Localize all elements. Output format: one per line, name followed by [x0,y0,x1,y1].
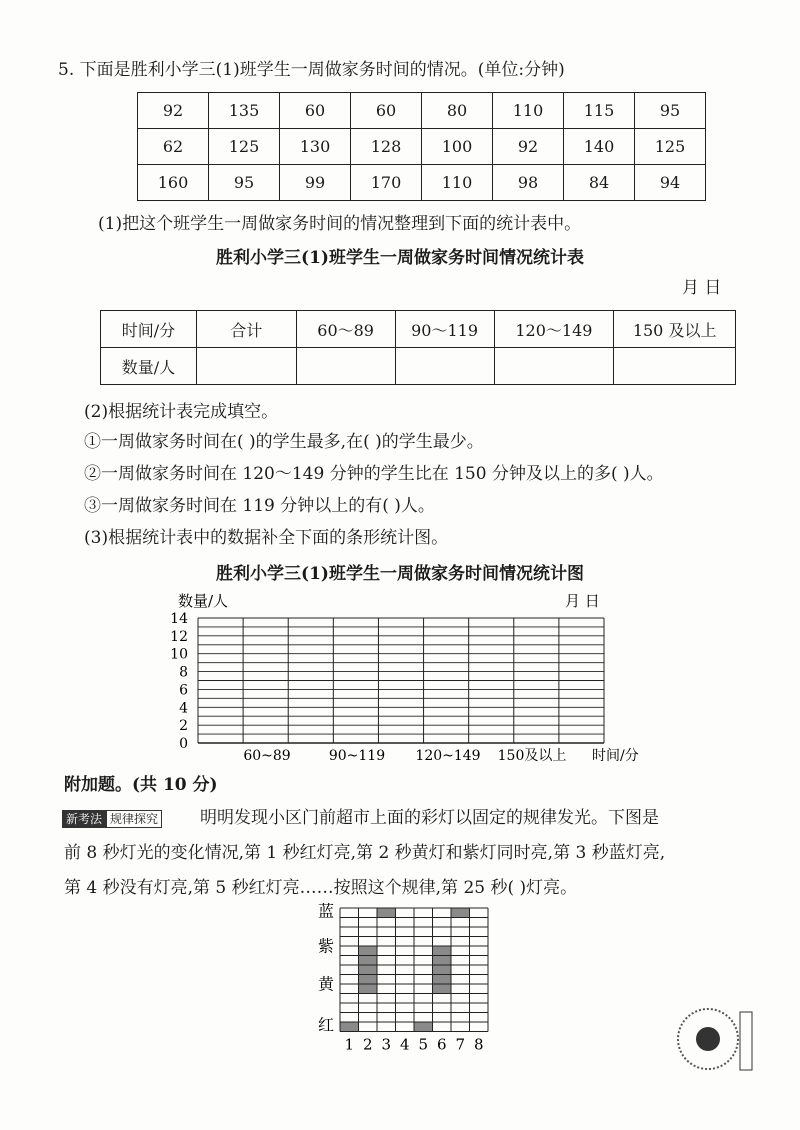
light-pattern-grid [300,898,500,1058]
y-tick-label: 0 [179,736,188,752]
part-2-instruction: (2)根据统计表完成填空。 [84,402,279,422]
raw-data-cell: 140 [564,129,635,165]
lit-cell [451,908,470,918]
stat-table-date: 月 日 [682,278,722,298]
raw-data-row [138,93,706,129]
raw-data-cell: 100 [422,129,493,165]
y-tick-label: 4 [179,700,188,717]
question-5-stem: 5. 下面是胜利小学三(1)班学生一周做家务时间的情况。(单位:分钟) [58,60,565,80]
light-row-label: 蓝 [318,901,335,921]
raw-data-row [138,165,706,201]
raw-data-cell: 115 [564,93,635,129]
lit-cell [414,1022,433,1032]
stat-blank-cell[interactable] [196,348,296,385]
light-row-label: 紫 [318,936,335,956]
bonus-title: 附加题。(共 10 分) [64,775,218,795]
y-tick-label: 14 [170,611,188,627]
raw-data-cell: 84 [564,165,635,201]
raw-data-cell: 60 [280,93,351,129]
raw-data-cell: 62 [138,129,209,165]
raw-data-cell: 95 [635,93,706,129]
fill-blank-3: ③一周做家务时间在 119 分钟以上的有( )人。 [84,496,435,516]
light-row-label: 红 [318,1015,335,1035]
y-tick-label: 10 [170,646,188,663]
stat-blank-cell[interactable] [395,348,494,385]
fill-blank-2: ②一周做家务时间在 120～149 分钟的学生比在 150 分钟及以上的多( )人。 [84,464,664,484]
stat-table-title: 胜利小学三(1)班学生一周做家务时间情况统计表 [216,248,584,268]
stat-header-cell: 90～119 [395,311,494,348]
raw-data-cell: 60 [351,93,422,129]
fill-blank-1: ①一周做家务时间在( )的学生最多,在( )的学生最少。 [84,432,484,452]
lit-cell [377,908,396,918]
pattern-tag: 规律探究 [106,810,162,828]
bar-chart [160,588,680,768]
raw-data-cell: 170 [351,165,422,201]
raw-data-cell: 128 [351,129,422,165]
part-3-instruction: (3)根据统计表中的数据补全下面的条形统计图。 [84,528,449,548]
raw-data-cell: 80 [422,93,493,129]
raw-data-cell: 130 [280,129,351,165]
y-tick-label: 6 [179,682,188,699]
stat-header-cell: 合计 [196,311,296,348]
bonus-tags [62,808,162,828]
lit-cell [433,984,452,994]
y-tick-label: 8 [179,664,188,681]
raw-data-cell: 92 [493,129,564,165]
stat-blank-cell[interactable] [296,348,395,385]
bonus-line-2: 前 8 秒灯光的变化情况,第 1 秒红灯亮,第 2 秒黄灯和紫灯同时亮,第 3 秒蓝灯亮, [64,843,666,863]
stat-header-cell: 60～89 [296,311,395,348]
x-tick-label: 90~119 [328,748,386,764]
part-1-instruction: (1)把这个班学生一周做家务时间的情况整理到下面的统计表中。 [98,214,582,234]
raw-data-cell: 125 [209,129,280,165]
qr-code-icon [676,1006,756,1076]
second-label: 3 [381,1035,392,1054]
raw-data-cell: 110 [422,165,493,201]
lit-cell [340,1022,359,1032]
second-label: 7 [455,1035,466,1054]
second-label: 2 [362,1035,373,1054]
stat-table [100,310,736,385]
y-axis-label: 数量/人 [178,592,229,610]
x-tick-label: 120~149 [415,748,481,764]
raw-data-cell: 94 [635,165,706,201]
second-label: 8 [473,1035,484,1054]
y-tick-label: 2 [179,718,188,735]
raw-data-cell: 92 [138,93,209,129]
stat-table-count-row [101,348,736,385]
raw-data-cell: 135 [209,93,280,129]
lit-cell [359,984,378,994]
stat-blank-cell[interactable] [614,348,736,385]
raw-data-table [137,92,706,201]
second-label: 5 [418,1035,429,1054]
second-label: 1 [344,1035,355,1054]
raw-data-row [138,129,706,165]
raw-data-cell: 160 [138,165,209,201]
chart-date: 月 日 [565,592,600,610]
light-row-label: 黄 [318,974,335,994]
new-method-tag: 新考法 [62,810,106,828]
raw-data-cell: 125 [635,129,706,165]
raw-data-cell: 99 [280,165,351,201]
raw-data-cell: 110 [493,93,564,129]
raw-data-cell: 98 [493,165,564,201]
x-tick-label: 150及以上 [497,748,567,764]
y-tick-label: 12 [170,628,188,645]
second-label: 4 [399,1035,410,1054]
bonus-line-1: 明明发现小区门前超市上面的彩灯以固定的规律发光。下图是 [200,808,659,828]
x-tick-label: 60~89 [243,748,291,764]
stat-header-cell: 150 及以上 [614,311,736,348]
stat-header-cell: 120～149 [494,311,614,348]
second-label: 6 [436,1035,447,1054]
x-axis-label: 时间/分 [592,748,639,764]
stat-table-header-row [101,311,736,348]
raw-data-cell: 95 [209,165,280,201]
chart-title: 胜利小学三(1)班学生一周做家务时间情况统计图 [216,564,584,584]
bonus-line-3: 第 4 秒没有灯亮,第 5 秒红灯亮……按照这个规律,第 25 秒( )灯亮。 [64,878,578,898]
stat-blank-cell[interactable] [494,348,614,385]
stat-header-cell: 时间/分 [101,311,197,348]
stat-row-label: 数量/人 [101,348,197,385]
